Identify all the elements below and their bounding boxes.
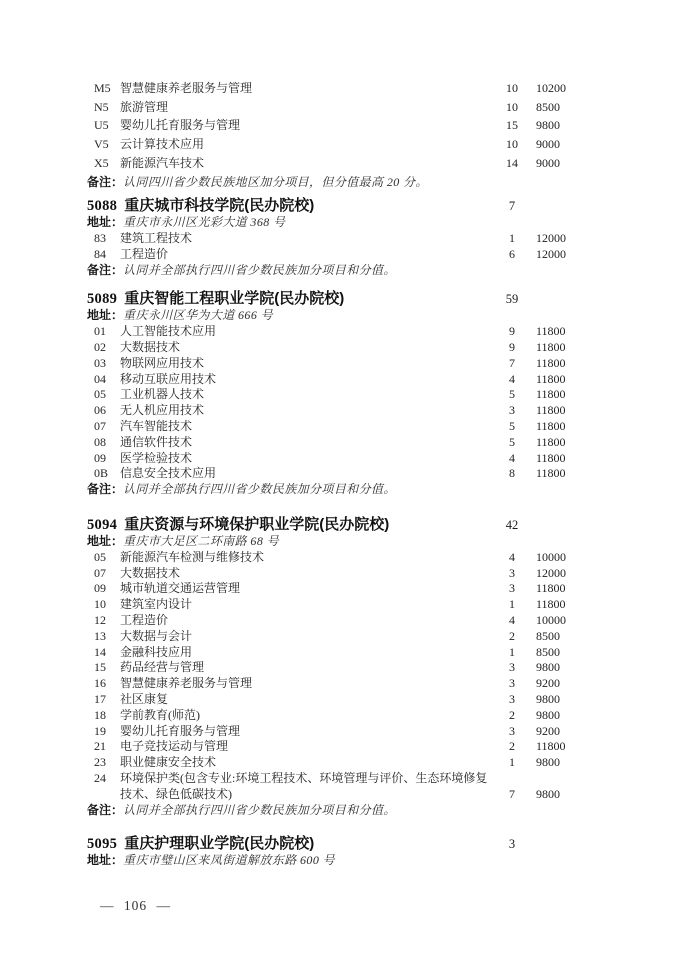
major-code: X5	[94, 155, 109, 170]
major-code: 18	[94, 707, 106, 722]
tuition-fee: 10000	[536, 612, 566, 627]
plan-count: 3	[509, 676, 515, 691]
tuition-fee: 11800	[536, 387, 566, 402]
tuition-fee: 9800	[536, 660, 560, 675]
major-name: 工业机器人技术	[120, 387, 205, 402]
plan-count: 10	[506, 137, 518, 152]
major-row	[0, 660, 680, 676]
plan-count: 4	[509, 549, 515, 564]
continuation-majors-block	[0, 79, 680, 191]
major-name: 大数据技术	[120, 340, 181, 354]
major-name: 云计算技术应用	[120, 137, 205, 152]
major-name: 人工智能技术应用	[120, 324, 217, 339]
plan-count: 5	[509, 387, 515, 402]
major-row	[0, 435, 680, 451]
institution-section-5088	[0, 197, 680, 278]
tuition-fee: 11800	[536, 739, 566, 754]
tuition-fee: 11800	[536, 597, 566, 612]
plan-count: 10	[506, 81, 518, 95]
plan-count: 3	[509, 691, 515, 706]
major-name: 建筑室内设计	[120, 597, 193, 612]
major-row	[0, 419, 680, 435]
plan-count: 5	[509, 434, 515, 449]
tuition-fee: 11800	[536, 434, 566, 449]
plan-count: 9	[509, 340, 515, 354]
note-text: 认同并全部执行四川省少数民族加分项目和分值。	[123, 482, 396, 497]
major-name: 移动互联应用技术	[120, 371, 217, 386]
institution-code: 5088	[87, 198, 118, 215]
major-row	[0, 629, 680, 645]
major-code: 84	[94, 246, 106, 261]
major-name: 新能源汽车技术	[120, 155, 205, 170]
plan-count: 4	[509, 371, 515, 386]
page-number: — 106 —	[100, 898, 171, 914]
major-code: 05	[94, 387, 106, 402]
note-row	[0, 263, 680, 279]
major-name: 新能源汽车检测与维修技术	[120, 549, 265, 564]
institution-header	[0, 290, 680, 308]
address-label: 地址：	[87, 308, 124, 323]
major-code: 09	[94, 450, 106, 465]
major-row	[0, 340, 680, 356]
tuition-fee: 9800	[536, 786, 560, 801]
major-row	[0, 708, 680, 724]
major-name: 物联网应用技术	[120, 355, 205, 370]
major-code: 0B	[94, 466, 109, 481]
institution-header	[0, 197, 680, 215]
plan-count: 2	[509, 628, 515, 643]
tuition-fee: 8500	[536, 644, 560, 659]
major-code: 16	[94, 676, 106, 691]
tuition-fee: 12000	[536, 246, 566, 261]
address-row	[0, 215, 680, 231]
plan-count: 7	[509, 355, 515, 370]
tuition-fee: 9000	[536, 137, 560, 152]
plan-count: 15	[506, 118, 518, 133]
major-name: 城市轨道交通运营管理	[120, 581, 241, 596]
major-code: 14	[94, 644, 106, 659]
major-code: 19	[94, 723, 106, 738]
major-name: 旅游管理	[120, 99, 169, 114]
tuition-fee: 11800	[536, 581, 566, 596]
major-code: 23	[94, 755, 106, 770]
major-code: 12	[94, 612, 106, 627]
institution-name: 重庆智能工程职业学院(民办院校)	[124, 290, 345, 308]
major-name: 通信软件技术	[120, 434, 193, 449]
major-row	[0, 356, 680, 372]
major-name: 无人机应用技术	[120, 403, 205, 418]
address-label: 地址：	[87, 533, 124, 548]
institution-section-5095	[0, 835, 680, 869]
major-name: 信息安全技术应用	[120, 466, 217, 481]
tuition-fee: 11800	[536, 450, 566, 465]
tuition-fee: 9200	[536, 723, 560, 738]
major-code: 07	[94, 565, 106, 580]
note-label: 备注：	[87, 262, 124, 277]
plan-count: 3	[509, 581, 515, 596]
institution-header	[0, 516, 680, 534]
institution-code: 5095	[87, 836, 118, 853]
address-text: 重庆市璧山区来凤街道解放东路 600 号	[123, 853, 336, 868]
major-row	[0, 372, 680, 388]
major-code: 03	[94, 355, 106, 370]
major-name: 职业健康安全技术	[120, 755, 217, 770]
plan-count: 6	[509, 246, 515, 261]
major-name: 大数据与会计	[120, 628, 193, 643]
major-row	[0, 597, 680, 613]
tuition-fee: 10200	[536, 81, 566, 95]
plan-count: 1	[509, 231, 515, 246]
tuition-fee: 9800	[536, 755, 560, 770]
major-name: 电子竞技运动与管理	[120, 739, 229, 754]
major-code: 15	[94, 660, 106, 675]
tuition-fee: 12000	[536, 231, 566, 246]
major-name: 金融科技应用	[120, 644, 193, 659]
plan-count: 1	[509, 755, 515, 770]
tuition-fee: 11800	[536, 340, 566, 354]
tuition-fee: 9800	[536, 707, 560, 722]
major-name: 医学检验技术	[120, 450, 193, 465]
note-label: 备注：	[87, 482, 124, 497]
note-label: 备注：	[87, 174, 124, 189]
major-name: 智慧健康养老服务与管理	[120, 81, 253, 95]
major-row	[0, 403, 680, 419]
major-name: 智慧健康养老服务与管理	[120, 676, 253, 691]
tuition-fee: 9200	[536, 676, 560, 691]
plan-count: 4	[509, 450, 515, 465]
plan-count: 3	[509, 403, 515, 418]
address-row	[0, 534, 680, 550]
major-row	[0, 739, 680, 755]
major-name: 婴幼儿托育服务与管理	[120, 118, 241, 133]
tuition-fee: 11800	[536, 355, 566, 370]
institution-total: 3	[508, 837, 516, 852]
plan-count: 14	[506, 155, 518, 170]
major-code: 05	[94, 549, 106, 564]
major-row	[0, 676, 680, 692]
tuition-fee: 12000	[536, 565, 566, 580]
note-text: 认同四川省少数民族地区加分项目，但分值最高 20 分。	[123, 174, 428, 189]
major-row	[0, 231, 680, 247]
major-name: 社区康复	[120, 691, 169, 706]
institution-code: 5089	[87, 291, 118, 308]
institution-name: 重庆护理职业学院(民办院校)	[124, 835, 315, 853]
major-name: 工程造价	[120, 246, 169, 261]
major-row	[0, 581, 680, 597]
major-code: N5	[94, 99, 109, 114]
major-row	[0, 771, 680, 803]
plan-count: 3	[509, 723, 515, 738]
plan-count: 5	[509, 418, 515, 433]
major-name: 学前教育(师范)	[120, 707, 200, 722]
major-name: 工程造价	[120, 612, 169, 627]
institution-name: 重庆城市科技学院(民办院校)	[124, 197, 315, 215]
institution-total: 59	[505, 292, 519, 307]
plan-count: 9	[509, 324, 515, 339]
major-row	[0, 387, 680, 403]
plan-count: 1	[509, 644, 515, 659]
plan-count: 4	[509, 612, 515, 627]
note-row	[0, 173, 680, 192]
major-row	[0, 724, 680, 740]
address-label: 地址：	[87, 215, 124, 230]
major-code: 21	[94, 739, 106, 754]
major-row	[0, 550, 680, 566]
major-row	[0, 613, 680, 629]
tuition-fee: 8500	[536, 628, 560, 643]
major-row	[0, 79, 680, 98]
major-code: 04	[94, 371, 106, 386]
major-row	[0, 755, 680, 771]
plan-count: 3	[509, 660, 515, 675]
major-code: M5	[94, 81, 111, 95]
institution-name: 重庆资源与环境保护职业学院(民办院校)	[124, 515, 390, 533]
note-label: 备注：	[87, 802, 124, 817]
major-row	[0, 692, 680, 708]
institution-total: 7	[508, 199, 516, 214]
address-text: 重庆永川区华为大道 666 号	[123, 308, 274, 323]
major-row	[0, 451, 680, 467]
note-row	[0, 482, 680, 498]
tuition-fee: 8500	[536, 99, 560, 114]
major-code: 17	[94, 691, 106, 706]
tuition-fee: 11800	[536, 371, 566, 386]
major-row	[0, 645, 680, 661]
major-code: 07	[94, 418, 106, 433]
plan-count: 2	[509, 707, 515, 722]
major-code: V5	[94, 137, 109, 152]
major-name: 汽车智能技术	[120, 418, 193, 433]
major-name: 建筑工程技术	[120, 231, 193, 246]
plan-count: 1	[509, 597, 515, 612]
plan-count: 10	[506, 99, 518, 114]
address-text: 重庆市大足区二环南路 68 号	[123, 533, 280, 548]
major-code: 01	[94, 324, 106, 339]
major-code: 02	[94, 340, 106, 354]
institution-code: 5094	[87, 516, 118, 533]
address-row	[0, 853, 680, 869]
major-row	[0, 135, 680, 154]
institution-total: 42	[505, 517, 519, 532]
major-row	[0, 324, 680, 340]
tuition-fee: 11800	[536, 418, 566, 433]
tuition-fee: 10000	[536, 549, 566, 564]
note-text: 认同并全部执行四川省少数民族加分项目和分值。	[123, 262, 396, 277]
major-name: 环境保护类(包含专业:环境工程技术、环境管理与评价、生态环境修复 技术、绿色低碳技术)	[120, 770, 488, 801]
tuition-fee: 9000	[536, 155, 560, 170]
address-label: 地址：	[87, 853, 124, 868]
plan-count: 7	[509, 786, 515, 801]
major-row	[0, 466, 680, 482]
major-code: 06	[94, 403, 106, 418]
major-code: 10	[94, 597, 106, 612]
major-row	[0, 566, 680, 582]
major-code: 24	[94, 770, 106, 785]
plan-count: 3	[509, 565, 515, 580]
tuition-fee: 11800	[536, 403, 566, 418]
major-row	[0, 154, 680, 173]
institution-section-5089	[0, 290, 680, 498]
major-code: 08	[94, 434, 106, 449]
address-text: 重庆市永川区光彩大道 368 号	[123, 215, 286, 230]
major-row	[0, 98, 680, 117]
tuition-fee: 9800	[536, 118, 560, 133]
major-row	[0, 247, 680, 263]
major-code: U5	[94, 118, 109, 133]
major-name: 药品经营与管理	[120, 660, 205, 675]
major-code: 09	[94, 581, 106, 596]
address-row	[0, 308, 680, 324]
tuition-fee: 11800	[536, 466, 566, 481]
institution-section-5094	[0, 516, 680, 818]
note-row	[0, 803, 680, 819]
plan-count: 2	[509, 739, 515, 754]
major-name: 大数据技术	[120, 565, 181, 580]
note-text: 认同并全部执行四川省少数民族加分项目和分值。	[123, 802, 396, 817]
major-code: 83	[94, 231, 106, 246]
major-code: 13	[94, 628, 106, 643]
institution-header	[0, 835, 680, 853]
tuition-fee: 9800	[536, 691, 560, 706]
tuition-fee: 11800	[536, 324, 566, 339]
major-row	[0, 116, 680, 135]
major-name: 婴幼儿托育服务与管理	[120, 723, 241, 738]
plan-count: 8	[509, 466, 515, 481]
